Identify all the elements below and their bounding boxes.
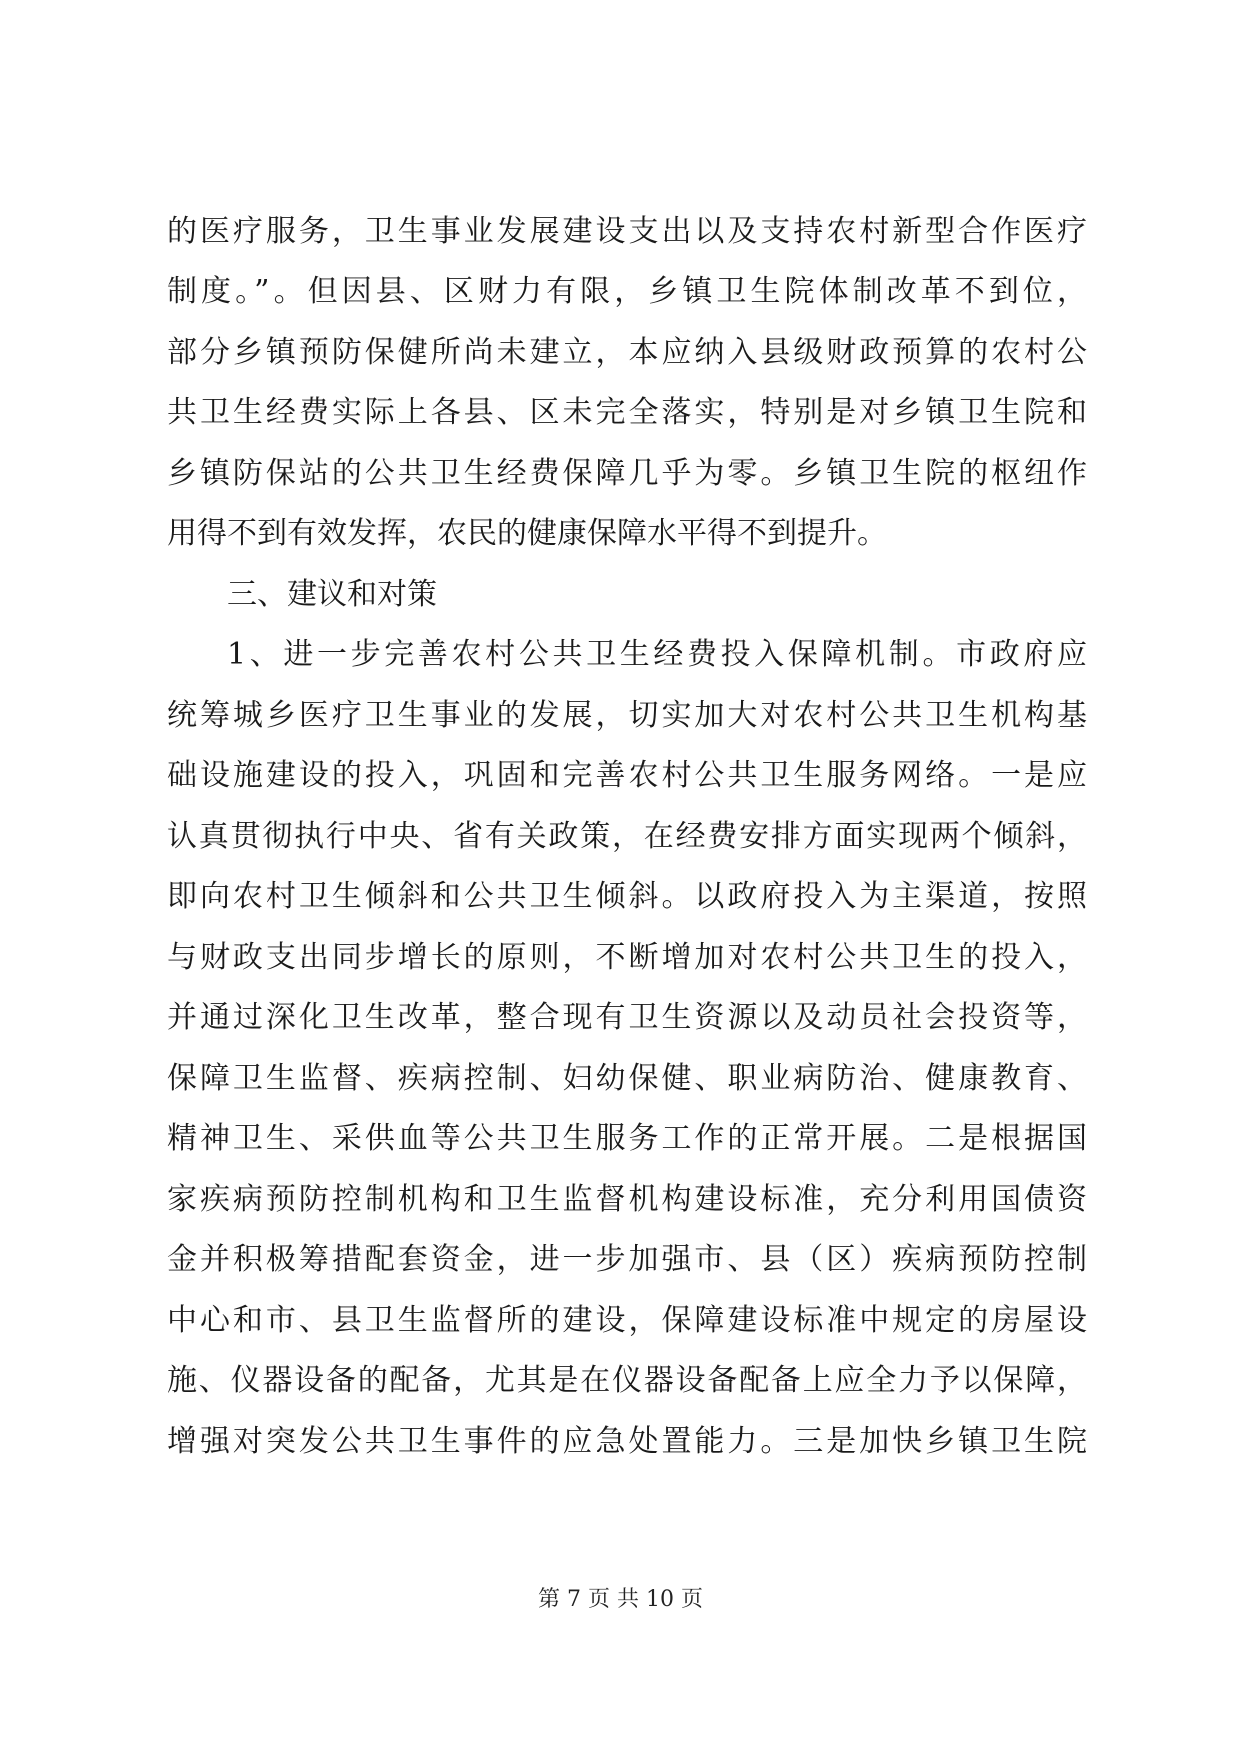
- text-line: 即向农村卫生倾斜和公共卫生倾斜。以政府投入为主渠道，按照: [167, 879, 1087, 914]
- text-line: 制度。”。但因县、区财力有限，乡镇卫生院体制改革不到位，: [167, 274, 1087, 309]
- page-footer: 第 7 页 共 10 页: [538, 1587, 703, 1612]
- text-line: 家疾病预防控制机构和卫生监督机构建设标准，充分利用国债资: [167, 1182, 1087, 1217]
- text-line: 乡镇防保站的公共卫生经费保障几乎为零。乡镇卫生院的枢纽作: [167, 456, 1087, 491]
- text-line: 础设施建设的投入，巩固和完善农村公共卫生服务网络。一是应: [167, 758, 1087, 793]
- text-line: 施、仪器设备的配备，尤其是在仪器设备配备上应全力予以保障，: [167, 1363, 1087, 1398]
- text-line: 的医疗服务，卫生事业发展建设支出以及支持农村新型合作医疗: [167, 214, 1087, 249]
- paragraph-first-line: 1、进一步完善农村公共卫生经费投入保障机制。市政府应: [227, 637, 1087, 672]
- text-line: 并通过深化卫生改革，整合现有卫生资源以及动员社会投资等，: [167, 1000, 1087, 1035]
- text-line: 中心和市、县卫生监督所的建设，保障建设标准中规定的房屋设: [167, 1303, 1087, 1338]
- text-line: 部分乡镇预防保健所尚未建立，本应纳入县级财政预算的农村公: [167, 335, 1087, 370]
- text-line: 增强对突发公共卫生事件的应急处置能力。三是加快乡镇卫生院: [167, 1424, 1087, 1459]
- section-heading: 三、建议和对策: [227, 577, 437, 612]
- text-line: 统筹城乡医疗卫生事业的发展，切实加大对农村公共卫生机构基: [167, 698, 1087, 733]
- text-line: 用得不到有效发挥，农民的健康保障水平得不到提升。: [167, 516, 887, 551]
- text-line: 保障卫生监督、疾病控制、妇幼保健、职业病防治、健康教育、: [167, 1061, 1087, 1096]
- text-line: 认真贯彻执行中央、省有关政策，在经费安排方面实现两个倾斜，: [167, 819, 1087, 854]
- text-line: 精神卫生、采供血等公共卫生服务工作的正常开展。二是根据国: [167, 1121, 1087, 1156]
- text-line: 与财政支出同步增长的原则，不断增加对农村公共卫生的投入，: [167, 940, 1087, 975]
- text-line: 金并积极筹措配套资金，进一步加强市、县（区）疾病预防控制: [167, 1242, 1087, 1277]
- text-line: 共卫生经费实际上各县、区未完全落实，特别是对乡镇卫生院和: [167, 395, 1087, 430]
